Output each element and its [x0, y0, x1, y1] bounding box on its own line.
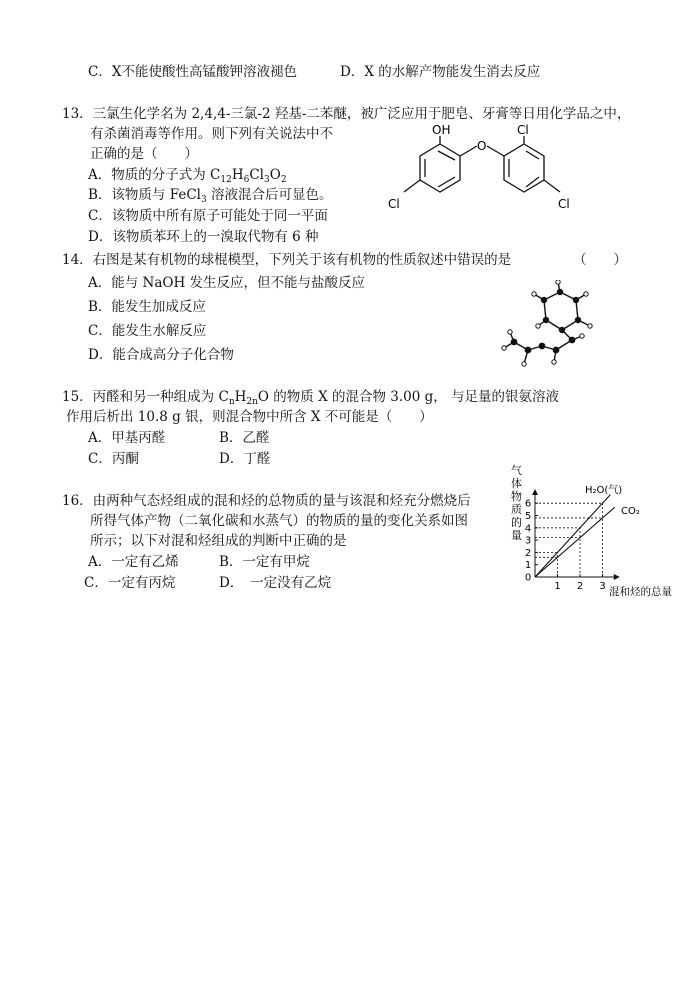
q12-option-c: C．X不能使酸性高锰酸钾溶液褪色: [88, 64, 297, 80]
q16-stem-line1: 16．由两种气态烃组成的混和烃的总物质的量与该混和烃充分燃烧后: [62, 493, 471, 509]
q14-option-c: C．能发生水解反应: [88, 323, 207, 339]
series-label-co2: CO₂: [621, 506, 640, 517]
q14-stem: 14．右图是某有机物的球棍模型，下列关于该有机物的性质叙述中错误的是: [62, 252, 512, 268]
x-tick-label: 2: [576, 581, 584, 592]
y-axis-label-char: 量: [511, 529, 522, 542]
chlorine-top-label: Cl: [517, 123, 529, 137]
y-tick-label: 5: [524, 511, 532, 522]
q15-option-a: A．甲基丙醛: [88, 430, 166, 446]
y-tick-label: 1: [524, 560, 532, 572]
q13-option-b: B．该物质与 FeCl$_3$ 溶液混合后可显色。: [88, 187, 333, 205]
q13-stem-line2: 有杀菌消毒等作用。则下列有关说法中不: [90, 126, 333, 142]
q13-option-a: A．物质的分子式为 $C_{12}H_6Cl_3O_2$: [88, 167, 287, 185]
y-axis-label-char: 气: [511, 464, 522, 477]
q15-option-c: C．丙酮: [88, 451, 139, 467]
x-tick-label: 1: [554, 581, 561, 592]
q16-option-c: C．一定有丙烷: [84, 575, 176, 591]
y-tick-label: 0: [524, 572, 532, 584]
y-axis-label-char: 质: [511, 503, 522, 516]
q14-option-d: D．能合成高分子化合物: [88, 347, 234, 363]
ether-oxygen-label: O: [477, 139, 487, 153]
q12-option-d: D．X 的水解产物能发生消去反应: [340, 64, 541, 80]
ball-and-stick-model-figure: [498, 280, 628, 380]
q13-stem-line1: 13．三氯生化学名为 2,4,4-三氯-2 羟基-二苯醚，被广泛应用于肥皂、牙膏等日用化学品之中，: [62, 106, 631, 122]
hydroxyl-label: OH: [432, 123, 451, 137]
x-tick-label: 3: [599, 581, 606, 592]
y-axis-label-char: 体: [511, 477, 522, 490]
x-axis-arrow: [614, 574, 620, 580]
q16-option-a: A．一定有乙烯: [88, 554, 179, 570]
y-tick-label: 4: [524, 523, 532, 535]
q16-option-b: B．一定有甲烷: [219, 554, 310, 570]
q14-option-a: A．能与 NaOH 发生反应，但不能与盐酸反应: [88, 275, 366, 291]
y-axis-label-char: 的: [511, 516, 522, 529]
q13-option-c: C．该物质中所有原子可能处于同一平面: [88, 208, 328, 224]
series-label-h2o: H₂O(气): [585, 485, 623, 496]
triclosan-structure-figure: [380, 118, 600, 218]
y-tick-label: 2: [524, 547, 532, 559]
chlorine-left-label: Cl: [388, 197, 400, 211]
q16-stem-line3: 所示；以下对混和烃组成的判断中正确的是: [90, 533, 347, 549]
q16-option-d: D． 一定没有乙烷: [219, 575, 332, 591]
q15-option-d: D．丁醛: [219, 451, 271, 467]
q15-stem-line2: 作用后析出 10.8 g 银，则混合物中所含 X 不可能是（ ）: [66, 409, 433, 425]
series-line-co2: [535, 507, 615, 577]
y-axis-arrow: [532, 489, 538, 495]
series-line-h2o: [535, 495, 610, 577]
q14-option-b: B．能发生加成反应: [88, 299, 206, 315]
y-axis-label-char: 物: [511, 490, 522, 503]
y-tick-label: 3: [524, 535, 532, 547]
q15-stem-line1: 15．丙醛和另一种组成为 $C_nH_{2n}O$ 的物质 X 的混合物 3.00 g， 与足量的银氨溶液: [62, 389, 560, 407]
q16-stem-line2: 所得气体产物（二氧化碳和水蒸气）的物质的量的变化关系如图: [90, 513, 468, 529]
chlorine-right-label: Cl: [558, 197, 570, 211]
q13-stem-line3: 正确的是（ ）: [90, 146, 198, 162]
y-tick-label: 6: [524, 498, 532, 510]
gas-amount-line-chart: [505, 462, 687, 602]
q15-option-b: B．乙醛: [219, 430, 270, 446]
q14-answer-paren: （ ）: [573, 252, 627, 268]
q13-option-d: D．该物质苯环上的一溴取代物有 6 种: [88, 229, 319, 245]
x-axis-label: 混和烃的总量: [609, 586, 672, 598]
